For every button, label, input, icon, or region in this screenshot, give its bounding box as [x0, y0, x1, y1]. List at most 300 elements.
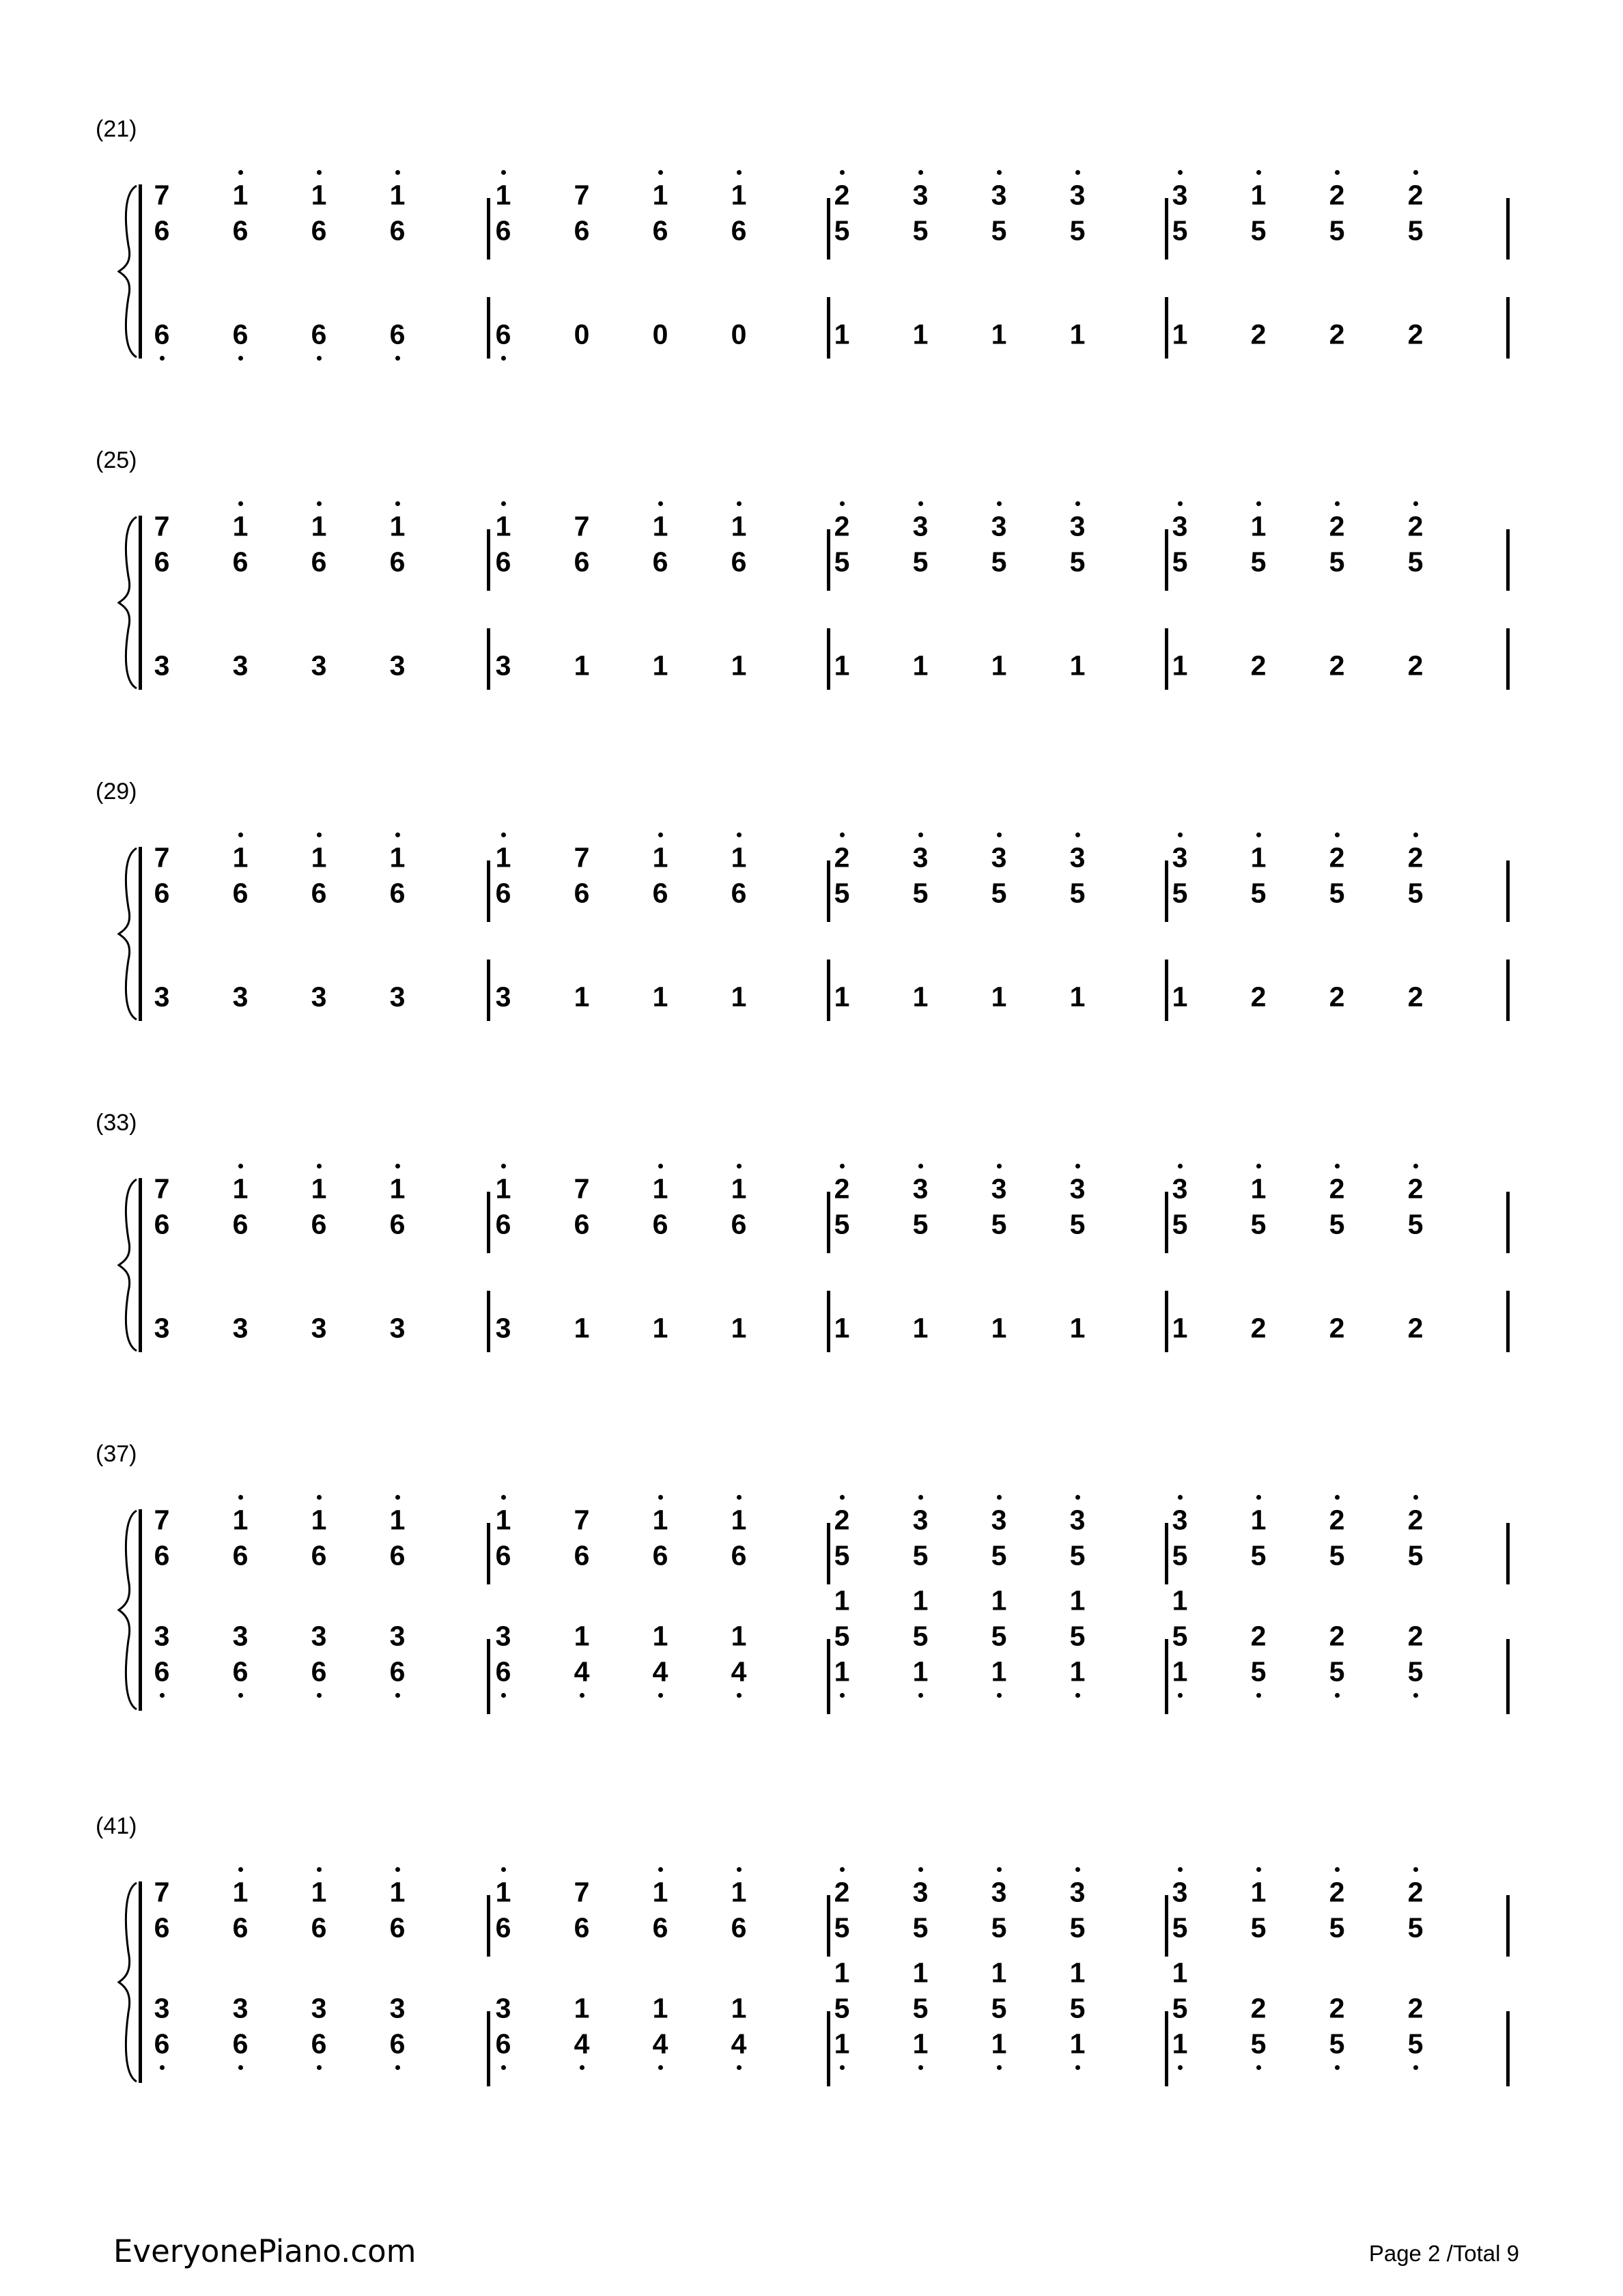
note-digit: 6: [652, 877, 668, 909]
note-digit: 2: [1250, 981, 1267, 1013]
note-digit: 1: [311, 1876, 327, 1908]
note-digit: 3: [912, 841, 929, 873]
note-digit: 1: [731, 179, 747, 211]
note-digit: 1: [1069, 1957, 1086, 1989]
note-digit: 5: [1172, 1539, 1188, 1571]
note-digit: 5: [1329, 2028, 1345, 2060]
note-digit: 2: [1407, 1173, 1424, 1205]
note-digit: 4: [652, 1655, 668, 1688]
treble-barline: [1506, 198, 1510, 260]
note-digit: 5: [834, 214, 850, 247]
system-number: (33): [96, 1110, 137, 1136]
note-digit: 2: [1329, 1620, 1345, 1652]
note-digit: 2: [834, 179, 850, 211]
note-digit: 5: [834, 1620, 850, 1652]
note-digit: 2: [1329, 1992, 1345, 2024]
note-digit: 1: [311, 1173, 327, 1205]
note-digit: 6: [311, 1912, 327, 1944]
note-digit: 1: [232, 510, 249, 542]
note-digit: 6: [495, 1539, 511, 1571]
note-digit: 6: [232, 1912, 249, 1944]
note-digit: 3: [495, 981, 511, 1013]
note-digit: 3: [991, 841, 1007, 873]
note-digit: 6: [232, 214, 249, 247]
note-digit: 1: [834, 2028, 850, 2060]
note-digit: 5: [1069, 877, 1086, 909]
note-digit: 6: [232, 318, 249, 350]
note-digit: 1: [574, 981, 590, 1013]
note-digit: 2: [1407, 510, 1424, 542]
note-digit: 4: [731, 2028, 747, 2060]
note-digit: 1: [1172, 649, 1188, 682]
note-digit: 5: [1069, 1539, 1086, 1571]
system-brace: [115, 184, 142, 359]
note-digit: 1: [652, 510, 668, 542]
note-digit: 5: [834, 1912, 850, 1944]
note-digit: 7: [154, 179, 170, 211]
note-digit: 4: [574, 2028, 590, 2060]
note-digit: 7: [154, 1504, 170, 1536]
note-digit: 6: [389, 877, 406, 909]
note-digit: 1: [574, 1992, 590, 2024]
note-digit: 6: [389, 1539, 406, 1571]
note-digit: 5: [1172, 877, 1188, 909]
note-digit: 3: [1069, 510, 1086, 542]
note-digit: 2: [1329, 510, 1345, 542]
note-digit: 5: [1250, 877, 1267, 909]
site-name[interactable]: EveryonePiano.com: [113, 2233, 417, 2269]
note-digit: 3: [232, 649, 249, 682]
note-digit: 3: [154, 1992, 170, 2024]
note-digit: 5: [834, 1992, 850, 2024]
note-digit: 1: [652, 1504, 668, 1536]
note-digit: 5: [1172, 214, 1188, 247]
note-digit: 6: [311, 546, 327, 578]
note-digit: 1: [1250, 1504, 1267, 1536]
note-digit: 1: [652, 1173, 668, 1205]
note-digit: 5: [1329, 1912, 1345, 1944]
note-digit: 1: [652, 981, 668, 1013]
note-digit: 2: [834, 1504, 850, 1536]
note-digit: 2: [1250, 1992, 1267, 2024]
note-digit: 1: [311, 1504, 327, 1536]
treble-barline: [1506, 1192, 1510, 1253]
note-digit: 1: [1069, 1655, 1086, 1688]
note-digit: 2: [1250, 1312, 1267, 1344]
note-digit: 4: [652, 2028, 668, 2060]
note-digit: 1: [912, 649, 929, 682]
note-digit: 1: [652, 841, 668, 873]
note-digit: 1: [834, 1584, 850, 1616]
note-digit: 3: [991, 1173, 1007, 1205]
note-digit: 5: [1407, 877, 1424, 909]
note-digit: 5: [1069, 1992, 1086, 2024]
note-digit: 3: [1172, 841, 1188, 873]
note-digit: 6: [495, 1208, 511, 1240]
note-digit: 2: [1250, 649, 1267, 682]
note-digit: 1: [991, 318, 1007, 350]
note-digit: 5: [1407, 214, 1424, 247]
note-digit: 6: [652, 1539, 668, 1571]
note-digit: 1: [652, 1312, 668, 1344]
note-digit: 1: [495, 179, 511, 211]
note-digit: 1: [389, 841, 406, 873]
note-digit: 3: [1172, 179, 1188, 211]
note-digit: 3: [495, 1992, 511, 2024]
note-digit: 3: [232, 981, 249, 1013]
treble-barline: [1506, 1895, 1510, 1957]
note-digit: 6: [574, 546, 590, 578]
note-digit: 3: [232, 1992, 249, 2024]
note-digit: 2: [1250, 1620, 1267, 1652]
note-digit: 3: [991, 1504, 1007, 1536]
note-digit: 1: [991, 2028, 1007, 2060]
note-digit: 1: [495, 1173, 511, 1205]
note-digit: 3: [1172, 510, 1188, 542]
note-digit: 3: [495, 1620, 511, 1652]
note-digit: 4: [574, 1655, 590, 1688]
system-brace: [115, 847, 142, 1021]
note-digit: 3: [389, 981, 406, 1013]
note-digit: 1: [1172, 1655, 1188, 1688]
note-digit: 6: [311, 1655, 327, 1688]
note-digit: 6: [154, 2028, 170, 2060]
note-digit: 6: [154, 1539, 170, 1571]
note-digit: 6: [495, 1912, 511, 1944]
note-digit: 6: [232, 877, 249, 909]
note-digit: 7: [154, 510, 170, 542]
note-digit: 1: [834, 981, 850, 1013]
note-digit: 2: [1329, 981, 1345, 1013]
note-digit: 1: [1069, 649, 1086, 682]
note-digit: 3: [1172, 1876, 1188, 1908]
system-number: (41): [96, 1813, 137, 1839]
note-digit: 5: [991, 1992, 1007, 2024]
note-digit: 1: [1069, 318, 1086, 350]
note-digit: 5: [1250, 214, 1267, 247]
note-digit: 2: [1407, 1992, 1424, 2024]
note-digit: 3: [912, 1173, 929, 1205]
note-digit: 7: [574, 1876, 590, 1908]
note-digit: 5: [991, 214, 1007, 247]
note-digit: 2: [1329, 1876, 1345, 1908]
note-digit: 3: [1069, 1504, 1086, 1536]
note-digit: 1: [1250, 1173, 1267, 1205]
note-digit: 5: [1172, 1208, 1188, 1240]
note-digit: 5: [1407, 1539, 1424, 1571]
note-digit: 1: [495, 510, 511, 542]
note-digit: 6: [731, 214, 747, 247]
note-digit: 6: [154, 214, 170, 247]
note-digit: 1: [495, 841, 511, 873]
note-digit: 1: [389, 510, 406, 542]
note-digit: 6: [574, 1912, 590, 1944]
note-digit: 1: [232, 179, 249, 211]
note-digit: 1: [574, 1620, 590, 1652]
note-digit: 7: [574, 841, 590, 873]
page-indicator: Page 2 /Total 9: [1368, 2241, 1519, 2266]
note-digit: 1: [652, 179, 668, 211]
note-digit: 3: [1069, 179, 1086, 211]
note-digit: 6: [495, 214, 511, 247]
note-digit: 1: [991, 649, 1007, 682]
note-digit: 1: [311, 510, 327, 542]
note-digit: 1: [1172, 1584, 1188, 1616]
note-digit: 5: [1407, 2028, 1424, 2060]
note-digit: 5: [1250, 1912, 1267, 1944]
note-digit: 6: [574, 877, 590, 909]
note-digit: 5: [991, 546, 1007, 578]
note-digit: 0: [574, 318, 590, 350]
note-digit: 5: [1329, 214, 1345, 247]
note-digit: 5: [1069, 214, 1086, 247]
note-digit: 6: [495, 546, 511, 578]
note-digit: 1: [1069, 1584, 1086, 1616]
note-digit: 6: [731, 1208, 747, 1240]
note-digit: 3: [495, 1312, 511, 1344]
note-digit: 2: [834, 1173, 850, 1205]
note-digit: 3: [154, 1620, 170, 1652]
note-digit: 6: [652, 1208, 668, 1240]
system-number: (25): [96, 447, 137, 473]
system-number: (29): [96, 779, 137, 804]
note-digit: 5: [912, 546, 929, 578]
note-digit: 6: [652, 546, 668, 578]
note-digit: 6: [154, 546, 170, 578]
note-digit: 6: [652, 1912, 668, 1944]
note-digit: 2: [1329, 649, 1345, 682]
note-digit: 5: [912, 1539, 929, 1571]
system-number: (21): [96, 116, 137, 142]
note-digit: 3: [389, 1312, 406, 1344]
note-digit: 1: [834, 1957, 850, 1989]
note-digit: 5: [1172, 546, 1188, 578]
note-digit: 6: [495, 1655, 511, 1688]
note-digit: 1: [1250, 179, 1267, 211]
note-digit: 2: [1407, 841, 1424, 873]
note-digit: 6: [389, 546, 406, 578]
note-digit: 6: [389, 214, 406, 247]
note-digit: 2: [1407, 318, 1424, 350]
note-digit: 7: [154, 1876, 170, 1908]
note-digit: 6: [495, 2028, 511, 2060]
note-digit: 1: [834, 1312, 850, 1344]
note-digit: 3: [912, 1504, 929, 1536]
note-digit: 2: [1329, 179, 1345, 211]
system-brace: [115, 516, 142, 690]
note-digit: 2: [1329, 1312, 1345, 1344]
note-digit: 0: [652, 318, 668, 350]
note-digit: 5: [834, 546, 850, 578]
note-digit: 1: [1172, 2028, 1188, 2060]
note-digit: 1: [232, 1876, 249, 1908]
note-digit: 6: [232, 1208, 249, 1240]
note-digit: 1: [834, 1655, 850, 1688]
note-digit: 5: [991, 1620, 1007, 1652]
note-digit: 1: [389, 1173, 406, 1205]
note-digit: 5: [834, 1539, 850, 1571]
note-digit: 6: [389, 2028, 406, 2060]
note-digit: 5: [912, 1208, 929, 1240]
note-digit: 6: [389, 1655, 406, 1688]
note-digit: 3: [154, 981, 170, 1013]
note-digit: 2: [1407, 1620, 1424, 1652]
bass-barline: [1506, 1639, 1510, 1714]
note-digit: 1: [311, 841, 327, 873]
note-digit: 6: [154, 877, 170, 909]
note-digit: 5: [1069, 1912, 1086, 1944]
note-digit: 3: [389, 1992, 406, 2024]
note-digit: 1: [495, 1876, 511, 1908]
note-digit: 0: [731, 318, 747, 350]
note-digit: 6: [311, 2028, 327, 2060]
note-digit: 1: [912, 1312, 929, 1344]
note-digit: 2: [1407, 1312, 1424, 1344]
note-digit: 5: [1329, 877, 1345, 909]
note-digit: 5: [1069, 1620, 1086, 1652]
treble-barline: [1506, 529, 1510, 591]
note-digit: 6: [389, 318, 406, 350]
note-digit: 5: [912, 1620, 929, 1652]
note-digit: 1: [731, 510, 747, 542]
note-digit: 1: [1069, 1312, 1086, 1344]
note-digit: 5: [834, 1208, 850, 1240]
note-digit: 1: [834, 318, 850, 350]
note-digit: 3: [311, 1312, 327, 1344]
note-digit: 6: [311, 1539, 327, 1571]
note-digit: 1: [912, 1957, 929, 1989]
note-digit: 6: [389, 1912, 406, 1944]
note-digit: 3: [991, 179, 1007, 211]
note-digit: 2: [1329, 1504, 1345, 1536]
note-digit: 6: [731, 877, 747, 909]
note-digit: 3: [154, 1312, 170, 1344]
note-digit: 3: [311, 1992, 327, 2024]
note-digit: 5: [991, 1539, 1007, 1571]
note-digit: 5: [1329, 1655, 1345, 1688]
note-digit: 1: [834, 649, 850, 682]
system-brace: [115, 1881, 142, 2083]
note-digit: 3: [311, 981, 327, 1013]
note-digit: 5: [1069, 1208, 1086, 1240]
system-brace: [115, 1178, 142, 1352]
note-digit: 1: [1250, 841, 1267, 873]
note-digit: 6: [232, 1655, 249, 1688]
note-digit: 7: [154, 841, 170, 873]
note-digit: 5: [1172, 1992, 1188, 2024]
note-digit: 5: [1329, 1208, 1345, 1240]
note-digit: 1: [1250, 510, 1267, 542]
note-digit: 1: [1172, 981, 1188, 1013]
system-brace: [115, 1509, 142, 1711]
bass-barline: [1506, 628, 1510, 690]
bass-barline: [1506, 1291, 1510, 1352]
note-digit: 1: [731, 1620, 747, 1652]
note-digit: 2: [1407, 1504, 1424, 1536]
note-digit: 6: [154, 1208, 170, 1240]
note-digit: 1: [731, 1312, 747, 1344]
note-digit: 5: [991, 1208, 1007, 1240]
note-digit: 2: [1407, 179, 1424, 211]
note-digit: 1: [991, 1312, 1007, 1344]
note-digit: 1: [912, 1655, 929, 1688]
note-digit: 1: [731, 1992, 747, 2024]
note-digit: 6: [311, 1208, 327, 1240]
note-digit: 5: [1407, 1208, 1424, 1240]
note-digit: 3: [232, 1620, 249, 1652]
note-digit: 1: [652, 1620, 668, 1652]
note-digit: 1: [389, 1876, 406, 1908]
note-digit: 6: [731, 546, 747, 578]
note-digit: 5: [1172, 1620, 1188, 1652]
note-digit: 5: [912, 877, 929, 909]
note-digit: 5: [1250, 546, 1267, 578]
note-digit: 6: [731, 1539, 747, 1571]
note-digit: 6: [154, 1655, 170, 1688]
note-digit: 5: [991, 1912, 1007, 1944]
note-digit: 7: [574, 1504, 590, 1536]
note-digit: 2: [834, 510, 850, 542]
note-digit: 1: [232, 1504, 249, 1536]
bass-barline: [1506, 960, 1510, 1021]
note-digit: 1: [574, 649, 590, 682]
note-digit: 7: [574, 1173, 590, 1205]
note-digit: 5: [1250, 1539, 1267, 1571]
note-digit: 1: [912, 981, 929, 1013]
note-digit: 1: [389, 1504, 406, 1536]
note-digit: 1: [1172, 318, 1188, 350]
note-digit: 6: [574, 214, 590, 247]
note-digit: 1: [731, 981, 747, 1013]
note-digit: 5: [1069, 546, 1086, 578]
note-digit: 1: [912, 1584, 929, 1616]
note-digit: 1: [1069, 2028, 1086, 2060]
note-digit: 3: [495, 649, 511, 682]
note-digit: 1: [232, 1173, 249, 1205]
note-digit: 6: [495, 877, 511, 909]
note-digit: 1: [731, 841, 747, 873]
note-digit: 1: [574, 1312, 590, 1344]
note-digit: 1: [652, 1876, 668, 1908]
note-digit: 6: [495, 318, 511, 350]
note-digit: 2: [1407, 981, 1424, 1013]
note-digit: 5: [1172, 1912, 1188, 1944]
note-digit: 3: [154, 649, 170, 682]
note-digit: 3: [1069, 841, 1086, 873]
note-digit: 1: [495, 1504, 511, 1536]
note-digit: 2: [1329, 318, 1345, 350]
note-digit: 2: [1407, 649, 1424, 682]
note-digit: 3: [389, 1620, 406, 1652]
note-digit: 1: [1250, 1876, 1267, 1908]
note-digit: 6: [232, 1539, 249, 1571]
note-digit: 3: [389, 649, 406, 682]
note-digit: 2: [834, 1876, 850, 1908]
note-digit: 2: [1250, 318, 1267, 350]
note-digit: 1: [652, 649, 668, 682]
note-digit: 6: [574, 1539, 590, 1571]
note-digit: 6: [389, 1208, 406, 1240]
note-digit: 5: [1407, 1912, 1424, 1944]
bass-barline: [1506, 297, 1510, 359]
note-digit: 1: [912, 318, 929, 350]
note-digit: 5: [912, 1912, 929, 1944]
note-digit: 5: [1329, 546, 1345, 578]
note-digit: 1: [1172, 1312, 1188, 1344]
note-digit: 1: [389, 179, 406, 211]
note-digit: 5: [912, 214, 929, 247]
note-digit: 5: [1407, 1655, 1424, 1688]
